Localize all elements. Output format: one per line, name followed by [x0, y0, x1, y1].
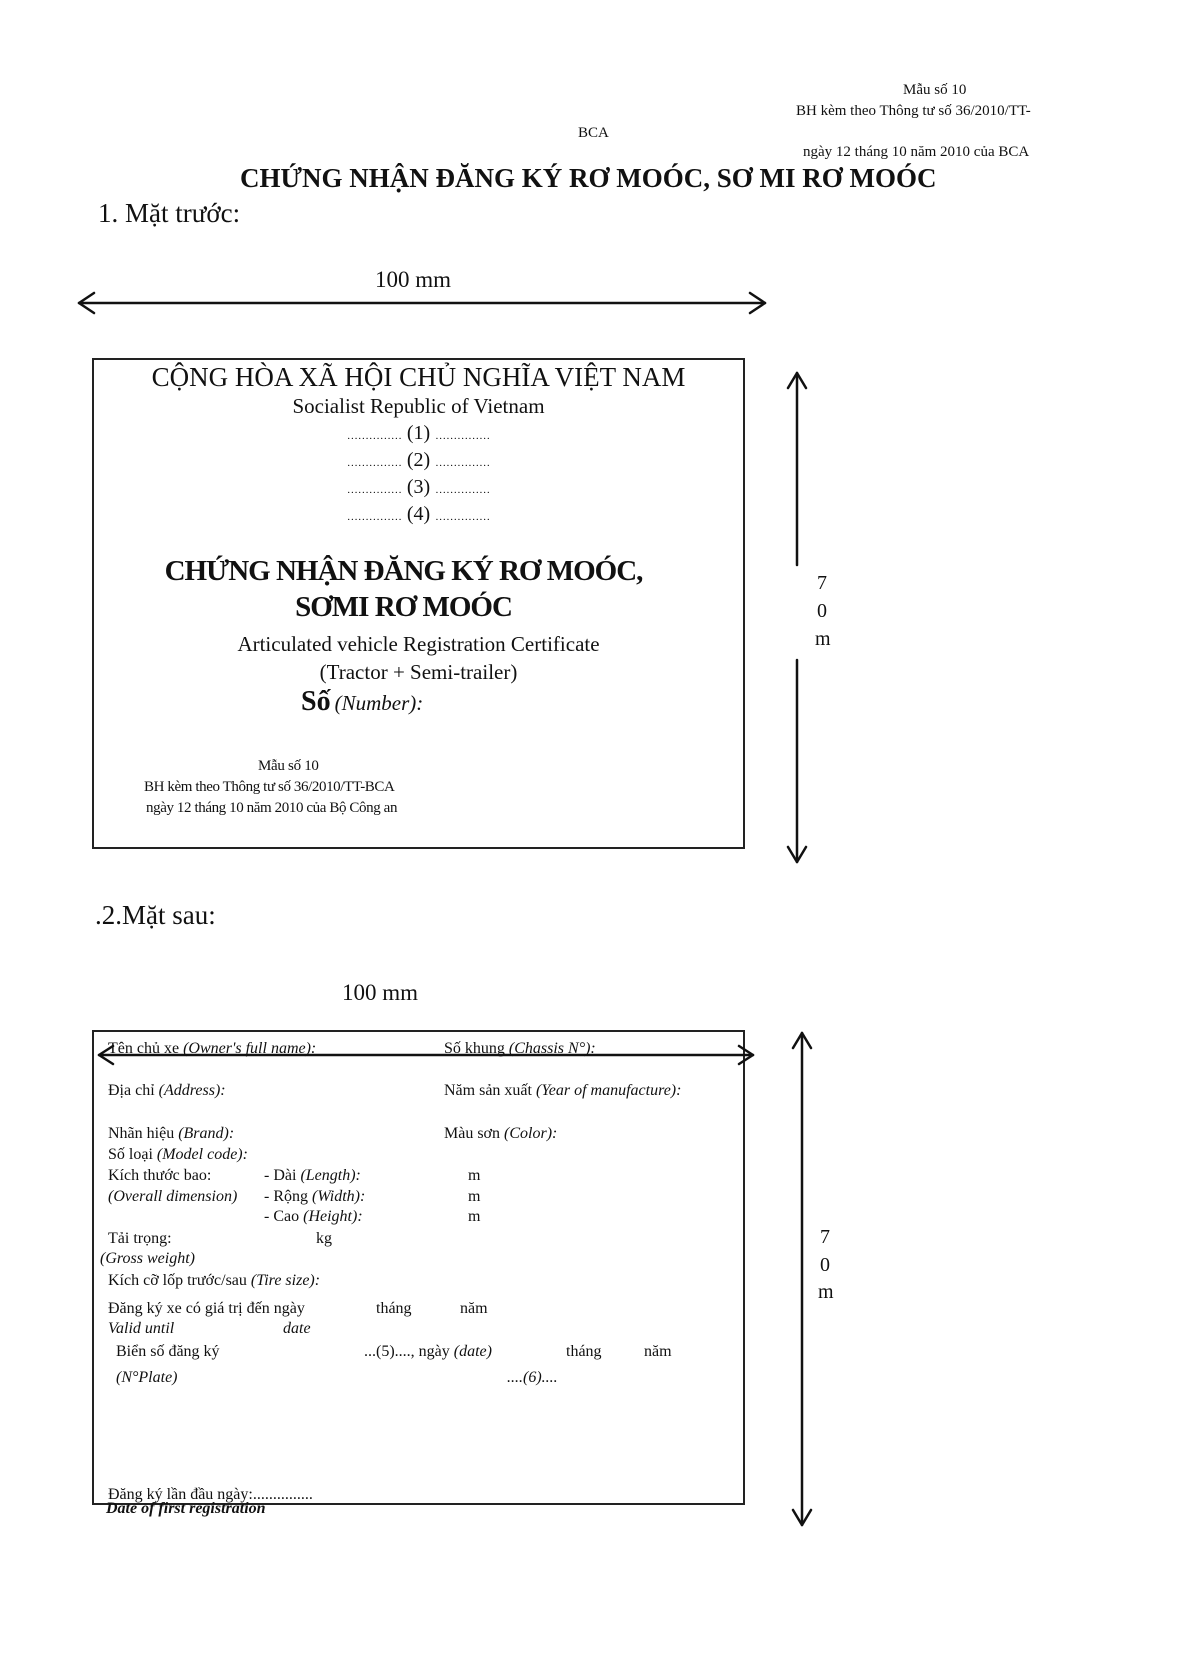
front-width-label: 100 mm [375, 267, 452, 292]
plate-field-6: ....(6).... [507, 1369, 558, 1386]
plate-date-en: (date) [453, 1343, 492, 1360]
gross-weight-unit: kg [316, 1230, 332, 1247]
model-label-vn: Số loại [108, 1146, 153, 1163]
first-registration-label-en: Date of first registration [106, 1500, 266, 1517]
length-label-vn: - Dài [264, 1167, 297, 1184]
field-dots-left: …………… [346, 457, 402, 469]
card-footer-line-2: BH kèm theo Thông tư số 36/2010/TT-BCA [144, 779, 395, 795]
first-registration-label-vn: Đăng ký lần đầu ngày:............... [108, 1486, 313, 1503]
plate-month: tháng [566, 1343, 602, 1360]
field-dots-left: …………… [346, 511, 402, 523]
front-height-label-2: 0 [817, 600, 827, 622]
back-height-label-2: 0 [820, 1254, 830, 1276]
chassis-label-en: (Chassis N°): [508, 1040, 596, 1057]
certificate-subtitle-en: Articulated vehicle Registration Certificate [237, 632, 600, 656]
field-dots-left: …………… [346, 484, 402, 496]
plate-year: năm [644, 1343, 672, 1360]
address-label-en: (Address): [158, 1082, 226, 1099]
card-footer-line-3: ngày 12 tháng 10 năm 2010 của Bộ Công an [146, 800, 398, 816]
plate-field-5-value: ...(5)...., ngày [364, 1343, 450, 1360]
chassis-label-vn: Số khung [444, 1040, 505, 1057]
valid-until-month: tháng [376, 1300, 412, 1317]
back-height-label-1: 7 [820, 1226, 830, 1248]
back-heading: .2.Mặt sau: [95, 900, 216, 930]
dimension-label-vn: Kích thước bao: [108, 1167, 212, 1184]
color-label-en: (Color): [504, 1125, 558, 1142]
valid-until-year: năm [460, 1300, 488, 1317]
field-dots-left: …………… [346, 430, 402, 442]
number-label-en: (Number): [334, 691, 424, 715]
owner-label-vn: Tên chủ xe [108, 1040, 180, 1057]
field-dots-right: …………… [435, 430, 491, 442]
height-unit: m [468, 1208, 481, 1225]
field-number-label: (2) [406, 449, 431, 471]
header-form-no: Mẫu số 10 [903, 82, 967, 98]
width-label-vn: - Rộng [264, 1188, 308, 1205]
brand-label-en: (Brand): [178, 1125, 235, 1142]
header-line-3: ngày 12 tháng 10 năm 2010 của BCA [803, 144, 1030, 160]
valid-until-date-en: date [283, 1320, 311, 1337]
year-label-en: (Year of manufacture): [535, 1082, 682, 1099]
height-label-en: (Height): [303, 1208, 363, 1225]
tire-label-vn: Kích cỡ lốp trước/sau [108, 1272, 247, 1289]
year-label-vn: Năm sản xuất [444, 1082, 532, 1099]
field-number-label: (1) [406, 422, 431, 444]
tire-label-en: (Tire size): [250, 1272, 321, 1289]
field-number-label: (4) [406, 503, 431, 525]
certificate-title-line-1: CHỨNG NHẬN ĐĂNG KÝ RƠ MOÓC, [164, 555, 643, 587]
width-unit: m [468, 1188, 481, 1205]
plate-label-en: (N°Plate) [116, 1369, 178, 1386]
header-line-1: BH kèm theo Thông tư số 36/2010/TT- [796, 103, 1031, 119]
front-heading: 1. Mặt trước: [98, 198, 241, 228]
field-dots-right: …………… [435, 511, 491, 523]
width-label-en: (Width): [312, 1188, 366, 1205]
brand-label-vn: Nhãn hiệu [108, 1125, 175, 1142]
valid-until-label-vn: Đăng ký xe có giá trị đến ngày [108, 1300, 305, 1317]
dimension-label-en: (Overall dimension) [108, 1188, 238, 1205]
field-number-label: (3) [406, 476, 431, 498]
length-label-en: (Length): [300, 1167, 361, 1184]
number-label: Số [301, 686, 331, 717]
header-line-2: BCA [578, 125, 609, 141]
front-height-label-1: 7 [817, 572, 827, 594]
length-unit: m [468, 1167, 481, 1184]
address-label-vn: Địa chỉ [108, 1082, 155, 1099]
valid-until-label-en: Valid until [108, 1320, 175, 1337]
certificate-subtitle-en-2: (Tractor + Semi-trailer) [319, 660, 518, 684]
card-footer-line-1: Mẫu số 10 [258, 758, 319, 774]
color-label-vn: Màu sơn [444, 1125, 501, 1142]
document-title: CHỨNG NHẬN ĐĂNG KÝ RƠ MOÓC, SƠ MI RƠ MOÓC [240, 163, 937, 193]
owner-label-en: (Owner's full name): [183, 1040, 317, 1057]
country-name-en: Socialist Republic of Vietnam [292, 394, 545, 418]
back-width-label: 100 mm [342, 980, 419, 1005]
country-name-vn: CỘNG HÒA XÃ HỘI CHỦ NGHĨA VIỆT NAM [151, 362, 686, 392]
field-dots-right: …………… [435, 457, 491, 469]
field-dots-right: …………… [435, 484, 491, 496]
gross-weight-label-vn: Tải trọng: [108, 1230, 172, 1247]
front-height-label-3: m [815, 628, 831, 650]
back-height-label-3: m [818, 1281, 834, 1303]
height-label-vn: - Cao [264, 1208, 300, 1225]
model-label-en: (Model code): [156, 1146, 248, 1163]
certificate-title-line-2: SƠMI RƠ MOÓC [295, 591, 512, 623]
plate-label-vn: Biển số đăng ký [116, 1343, 220, 1360]
gross-weight-label-en: (Gross weight) [100, 1250, 195, 1267]
